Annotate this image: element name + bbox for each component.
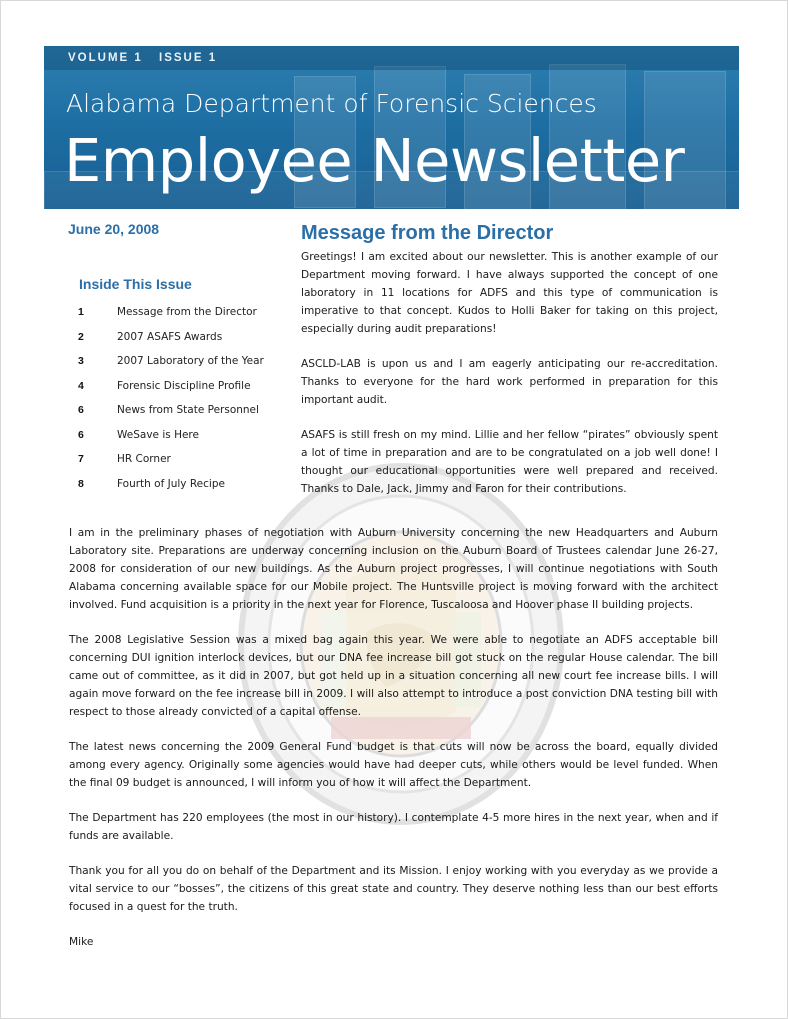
toc-label: HR Corner bbox=[117, 453, 171, 465]
director-message bbox=[301, 248, 718, 515]
toc-page-number: 2 bbox=[78, 330, 84, 343]
toc-item[interactable] bbox=[78, 380, 278, 405]
issue-date: June 20, 2008 bbox=[68, 221, 160, 237]
inside-issue-heading: Inside This Issue bbox=[79, 276, 192, 292]
signature: Mike bbox=[69, 936, 94, 948]
toc-item[interactable] bbox=[78, 404, 278, 429]
masthead-banner bbox=[44, 46, 739, 209]
toc-page-number: 6 bbox=[78, 404, 84, 416]
issue-label: ISSUE 1 bbox=[159, 52, 218, 64]
newsletter-title: Employee Newsletter bbox=[64, 126, 685, 195]
paragraph: The latest news concerning the 2009 General Fund budget is that cuts will now be across the board, equally divided among every agency. Originally some agencies would have had deeper cuts, while others would be level funded. When the final 09 budget is announced, I will inform you of how it will affect the Department. bbox=[69, 741, 718, 789]
paragraph: ASAFS is still fresh on my mind. Lillie and her fellow “pirates” obviously spent a lot of time in preparation and are to be congratulated on a job well done! I thought our educational opportunities were well prepared and received. Thanks to Dale, Jack, Jimmy and Faron for their contributions. bbox=[301, 429, 718, 495]
paragraph: Thank you for all you do on behalf of the Department and its Mission. I enjoy working with you everyday as we provide a vital service to our “bosses”, the citizens of this great state and country. They deserve nothing less than our best efforts focused in a quest for the truth. bbox=[69, 865, 718, 913]
organization-name: Alabama Department of Forensic Sciences bbox=[66, 89, 597, 118]
toc-page-number: 6 bbox=[78, 428, 84, 441]
paragraph: I am in the preliminary phases of negotiation with Auburn University concerning the new Headquarters and Auburn Laboratory site. Preparations are underway concerning inclusion on the Auburn Board of Trustees calendar June 26-27, 2008 for consideration of our new buildings. As the Auburn project progresses, I will continue negotiations with South Alabama concerning available space for our Mobile project. The Huntsville project is moving forward with the architect involved. Fund acquisition is a priority in the next year for Florence, Tuscaloosa and Hoover phase II building projects. bbox=[69, 527, 718, 611]
toc-label: Message from the Director bbox=[117, 306, 257, 318]
toc-page-number: 3 bbox=[78, 355, 84, 367]
toc-item[interactable] bbox=[78, 331, 278, 356]
toc-label: News from State Personnel bbox=[117, 404, 259, 416]
paragraph: The 2008 Legislative Session was a mixed bag again this year. We were able to negotiate an ADFS acceptable bill concerning DUI ignition interlock devices, but our DNA fee increase bill got stuck on the regular House calendar. The bill came out of committee, as it did in 2007, but got held up in a situation concerning all new court fee increase bills. I will again move forward on the fee increase bill in 2009. I will also attempt to introduce a post conviction DNA testing bill with respect to those already convicted of a capital offense. bbox=[69, 634, 718, 718]
toc-item[interactable] bbox=[78, 355, 278, 380]
toc-page-number: 8 bbox=[78, 477, 84, 490]
toc-item[interactable] bbox=[78, 306, 278, 331]
toc-item[interactable] bbox=[78, 429, 278, 454]
paragraph: ASCLD-LAB is upon us and I am eagerly anticipating our re-accreditation. Thanks to everyone for the hard work performed in preparation for this important audit. bbox=[301, 358, 718, 406]
toc-item[interactable] bbox=[78, 478, 278, 503]
paragraph: Greetings! I am excited about our newsletter. This is another example of our Department moving forward. I have always supported the concept of one laboratory in 11 locations for ADFS and this type of communication is imperative to that concept. Kudos to Holli Baker for taking on this project, especially during audit preparations! bbox=[301, 251, 718, 335]
toc-label: 2007 ASAFS Awards bbox=[117, 330, 223, 343]
toc-label: WeSave is Here bbox=[117, 428, 199, 441]
table-of-contents bbox=[78, 306, 278, 502]
toc-page-number: 1 bbox=[78, 306, 84, 318]
toc-page-number: 4 bbox=[78, 379, 84, 392]
director-message-heading: Message from the Director bbox=[301, 222, 554, 244]
toc-page-number: 7 bbox=[78, 453, 84, 465]
article-body bbox=[69, 524, 718, 968]
volume-label: VOLUME 1 bbox=[68, 52, 143, 64]
toc-label: 2007 Laboratory of the Year bbox=[117, 355, 264, 367]
paragraph: The Department has 220 employees (the most in our history). I contemplate 4-5 more hires in the next year, when and if funds are available. bbox=[69, 812, 718, 842]
toc-label: Forensic Discipline Profile bbox=[117, 379, 251, 392]
toc-label: Fourth of July Recipe bbox=[117, 477, 225, 490]
toc-item[interactable] bbox=[78, 453, 278, 478]
